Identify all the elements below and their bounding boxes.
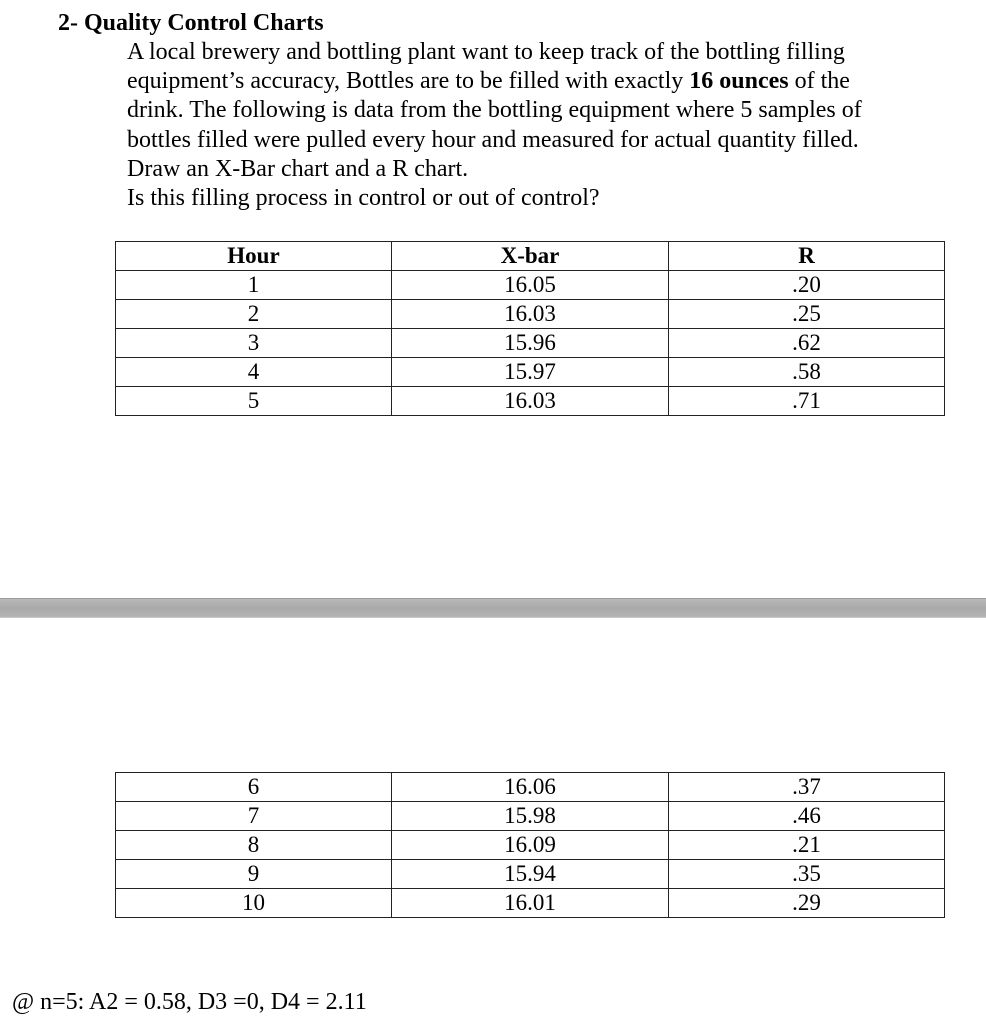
cell-r: .71 xyxy=(669,387,945,416)
cell-hour: 1 xyxy=(116,271,392,300)
statement-line-6: Is this filling process in control or out of control? xyxy=(127,185,600,212)
cell-hour: 3 xyxy=(116,329,392,358)
cell-r: .29 xyxy=(669,889,945,918)
table-row xyxy=(116,358,945,387)
cell-hour: 2 xyxy=(116,300,392,329)
problem-statement xyxy=(127,38,927,213)
table-row xyxy=(116,889,945,918)
cell-r: .37 xyxy=(669,773,945,802)
cell-r: .35 xyxy=(669,860,945,889)
cell-hour: 10 xyxy=(116,889,392,918)
cell-xbar: 16.05 xyxy=(392,271,669,300)
cell-r: .20 xyxy=(669,271,945,300)
table-row xyxy=(116,271,945,300)
cell-xbar: 15.97 xyxy=(392,358,669,387)
page-break-divider xyxy=(0,598,986,618)
cell-r: .62 xyxy=(669,329,945,358)
cell-xbar: 16.01 xyxy=(392,889,669,918)
table-row xyxy=(116,802,945,831)
table-row xyxy=(116,300,945,329)
cell-xbar: 16.06 xyxy=(392,773,669,802)
section-heading: 2- Quality Control Charts xyxy=(58,10,324,36)
table-header-row xyxy=(116,242,945,271)
statement-line-4: bottles filled were pulled every hour and measured for actual quantity filled. xyxy=(127,126,859,153)
cell-xbar: 16.03 xyxy=(392,387,669,416)
cell-r: .21 xyxy=(669,831,945,860)
control-chart-constants: @ n=5: A2 = 0.58, D3 =0, D4 = 2.11 xyxy=(12,989,367,1015)
cell-xbar: 16.09 xyxy=(392,831,669,860)
statement-line-2-start: equipment’s accuracy, Bottles are to be filled with exactly xyxy=(127,68,690,95)
cell-hour: 6 xyxy=(116,773,392,802)
cell-r: .58 xyxy=(669,358,945,387)
cell-hour: 9 xyxy=(116,860,392,889)
statement-line-5: Draw an X-Bar chart and a R chart. xyxy=(127,155,469,182)
table-row xyxy=(116,773,945,802)
statement-line-2-end: of the xyxy=(788,68,850,95)
cell-hour: 8 xyxy=(116,831,392,860)
table-row xyxy=(116,329,945,358)
header-xbar: X-bar xyxy=(392,242,669,271)
cell-r: .46 xyxy=(669,802,945,831)
cell-xbar: 16.03 xyxy=(392,300,669,329)
statement-line-2 xyxy=(127,67,927,96)
cell-hour: 7 xyxy=(116,802,392,831)
cell-xbar: 15.94 xyxy=(392,860,669,889)
cell-r: .25 xyxy=(669,300,945,329)
cell-xbar: 15.96 xyxy=(392,329,669,358)
header-r: R xyxy=(669,242,945,271)
statement-line-3: drink. The following is data from the bottling equipment where 5 samples of xyxy=(127,97,862,124)
target-quantity: 16 ounces xyxy=(689,68,789,95)
table-row xyxy=(116,387,945,416)
header-hour: Hour xyxy=(116,242,392,271)
cell-xbar: 15.98 xyxy=(392,802,669,831)
data-table-hours-6-10 xyxy=(115,772,945,918)
statement-line-1: A local brewery and bottling plant want to keep track of the bottling filling xyxy=(127,39,845,65)
data-table-hours-1-5 xyxy=(115,241,945,416)
table-row xyxy=(116,860,945,889)
cell-hour: 4 xyxy=(116,358,392,387)
cell-hour: 5 xyxy=(116,387,392,416)
table-row xyxy=(116,831,945,860)
